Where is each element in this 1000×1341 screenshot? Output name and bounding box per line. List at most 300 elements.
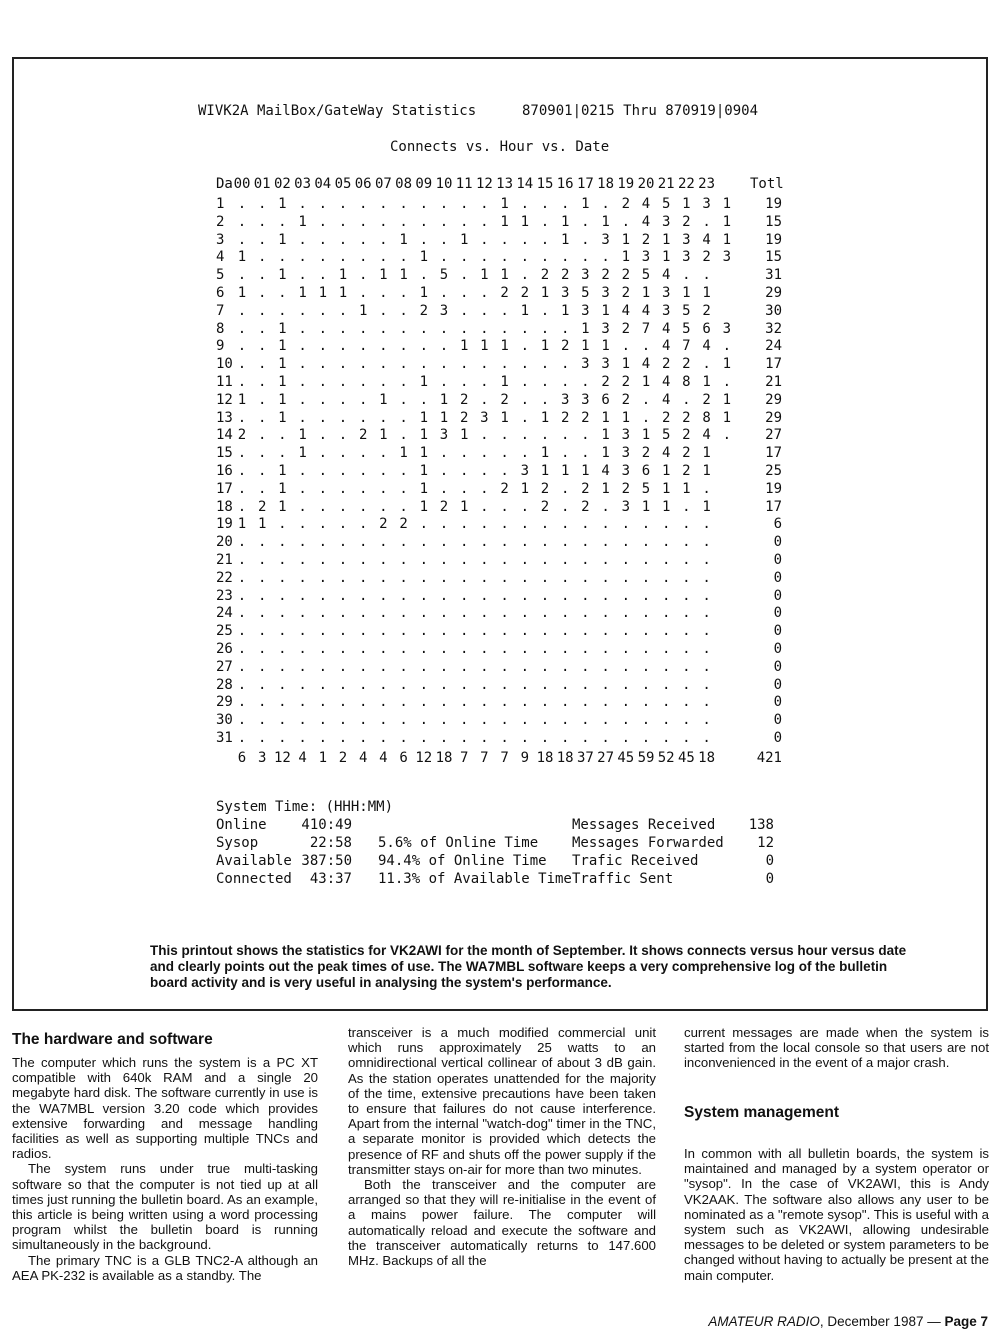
hour-cell: 2: [581, 480, 590, 497]
hour-cell: 2: [621, 374, 631, 390]
hour-cell: .: [520, 658, 530, 675]
hour-cell: .: [278, 534, 287, 551]
hour-cell: .: [318, 445, 328, 462]
hour-cell: .: [237, 641, 247, 657]
hour-cell: .: [500, 249, 509, 266]
hour-cell: .: [682, 712, 691, 729]
hour-cell: .: [237, 552, 247, 568]
hour-cell: 2: [682, 213, 691, 230]
hour-cell: .: [601, 552, 610, 568]
hour-cell: .: [480, 285, 489, 301]
hour-cell: .: [278, 694, 287, 711]
hour-cell: .: [621, 676, 631, 693]
hour-cell: .: [379, 623, 388, 640]
hour-cell: .: [702, 730, 711, 746]
hour-cell: .: [560, 587, 570, 604]
hour-cell: .: [379, 534, 388, 551]
hour-cell: .: [702, 623, 711, 640]
hour-cell: 5: [439, 267, 449, 284]
column-total: 37: [576, 749, 594, 766]
hour-cell: .: [278, 641, 287, 657]
hour-cell: 1: [278, 320, 287, 337]
hour-cell: .: [661, 730, 671, 746]
hour-cell: .: [439, 730, 449, 746]
hour-cell: .: [318, 302, 328, 319]
paragraph: transceiver is a much modified commercial unit which runs approximately 25 watts to an omnidirectional vertical collinear of about 3 dB gain. As the station operates unattended for the majority of the time, extensive precautions have been taken to ensure that failures do not cause interference. Apart from the internal "watch-dog" timer in the TNC, a separate monitor is provided which detects the presence of RF and shuts off the power supply if the transmitter stays on-air for more than two minutes.: [348, 1025, 656, 1177]
hour-cell: 2: [399, 516, 408, 533]
hour-cell: .: [480, 231, 489, 248]
hour-cell: 3: [439, 427, 449, 444]
hour-cell: .: [338, 623, 348, 640]
hour-cell: .: [358, 391, 368, 408]
hour-cell: .: [439, 694, 449, 711]
header-cell-hour: 04: [314, 176, 332, 192]
hour-cell: 1: [358, 302, 368, 319]
hour-cell: .: [237, 356, 247, 373]
hour-cell: .: [439, 285, 449, 301]
row-day-label: 19: [216, 516, 233, 533]
hour-cell: .: [338, 463, 348, 479]
hour-cell: .: [399, 498, 408, 515]
hour-cell: .: [480, 676, 489, 693]
hour-cell: .: [278, 552, 287, 568]
hour-cell: .: [237, 480, 247, 497]
hour-cell: .: [278, 516, 287, 533]
hour-cell: .: [500, 445, 509, 462]
hour-cell: .: [439, 676, 449, 693]
paragraph: The computer which runs the system is a PC XT compatible with 640k RAM and a single 20 megabyte hard disk. The software currently in use is the WA7MBL version 3.20 code which provides extensive forwarding and message handling facilities as well as supporting multiple TNCs and radios.: [12, 1055, 318, 1162]
hour-cell: .: [278, 587, 287, 604]
hour-cell: .: [560, 605, 570, 622]
hour-cell: .: [419, 391, 429, 408]
hour-cell: 1: [237, 391, 247, 408]
hour-cell: .: [399, 320, 408, 337]
hour-cell: .: [661, 623, 671, 640]
header-cell-hour: 11: [455, 176, 473, 192]
hour-cell: .: [540, 213, 550, 230]
hour-cell: .: [500, 516, 509, 533]
hour-cell: .: [459, 480, 469, 497]
hour-cell: 3: [621, 463, 631, 479]
hour-cell: .: [257, 730, 267, 746]
hour-cell: .: [540, 641, 550, 657]
hour-cell: .: [682, 534, 691, 551]
hour-cell: 3: [601, 356, 610, 373]
hour-cell: 1: [419, 480, 429, 497]
hour-cell: .: [399, 623, 408, 640]
hour-cell: .: [439, 196, 449, 212]
hour-cell: .: [480, 516, 489, 533]
hour-cell: .: [641, 534, 651, 551]
hour-cell: .: [439, 641, 449, 657]
hour-cell: 2: [682, 463, 691, 479]
hour-cell: .: [480, 374, 489, 390]
hour-cell: 3: [601, 285, 610, 301]
hour-cell: .: [480, 302, 489, 319]
hour-cell: .: [661, 516, 671, 533]
hour-cell: .: [500, 552, 509, 568]
hour-cell: .: [379, 463, 388, 479]
row-total: 0: [773, 658, 782, 675]
hour-cell: .: [459, 587, 469, 604]
hour-cell: 4: [661, 320, 671, 337]
header-cell-hour: 09: [415, 176, 433, 192]
hour-cell: .: [338, 409, 348, 426]
hour-cell: .: [257, 534, 267, 551]
hour-cell: .: [237, 213, 247, 230]
hour-cell: .: [439, 320, 449, 337]
hour-cell: .: [702, 605, 711, 622]
hour-cell: .: [399, 569, 408, 586]
hour-cell: .: [702, 641, 711, 657]
row-day-label: 2: [216, 213, 225, 230]
hour-cell: 1: [298, 427, 307, 444]
hour-cell: .: [399, 605, 408, 622]
hour-cell: .: [702, 534, 711, 551]
hour-cell: .: [661, 605, 671, 622]
hour-cell: .: [459, 676, 469, 693]
hour-cell: 2: [621, 320, 631, 337]
hour-cell: .: [358, 552, 368, 568]
hour-cell: .: [641, 623, 651, 640]
hour-cell: .: [358, 374, 368, 390]
hour-cell: .: [338, 676, 348, 693]
row-day-label: 15: [216, 445, 233, 462]
hour-cell: .: [661, 569, 671, 586]
hour-cell: .: [298, 676, 307, 693]
hour-cell: .: [399, 658, 408, 675]
hour-cell: .: [318, 623, 328, 640]
hour-cell: .: [459, 374, 469, 390]
hour-cell: .: [500, 587, 509, 604]
hour-cell: .: [641, 676, 651, 693]
hour-cell: .: [500, 676, 509, 693]
hour-cell: .: [318, 694, 328, 711]
row-day-label: 18: [216, 498, 233, 515]
hour-cell: .: [702, 552, 711, 568]
hour-cell: .: [257, 445, 267, 462]
hour-cell: .: [237, 694, 247, 711]
hour-cell: .: [560, 694, 570, 711]
message-stat-value: 0: [765, 853, 774, 869]
hour-cell: 4: [621, 302, 631, 319]
hour-cell: 3: [682, 249, 691, 266]
hour-cell: 5: [661, 427, 671, 444]
systime-name: Sysop: [216, 835, 259, 851]
hour-cell: .: [621, 587, 631, 604]
hour-cell: .: [560, 676, 570, 693]
hour-cell: .: [480, 498, 489, 515]
hour-cell: 1: [500, 409, 509, 426]
hour-cell: .: [338, 391, 348, 408]
hour-cell: .: [358, 285, 368, 301]
hour-cell: .: [480, 534, 489, 551]
hour-cell: .: [278, 623, 287, 640]
hour-cell: 1: [682, 196, 691, 212]
hour-cell: .: [278, 213, 287, 230]
hour-cell: 1: [641, 285, 651, 301]
column-total: 4: [358, 749, 368, 766]
hour-cell: .: [419, 694, 429, 711]
hour-cell: 3: [682, 231, 691, 248]
hour-cell: 2: [540, 480, 550, 497]
hour-cell: .: [682, 623, 691, 640]
hour-cell: .: [601, 730, 610, 746]
hour-cell: 1: [641, 498, 651, 515]
hour-cell-extra: .: [722, 338, 732, 355]
hour-cell: 1: [338, 285, 348, 301]
hour-cell: 2: [540, 498, 550, 515]
hour-cell: .: [318, 552, 328, 568]
hour-cell: .: [379, 356, 388, 373]
hour-cell: .: [560, 534, 570, 551]
hour-cell: .: [399, 356, 408, 373]
hour-cell: .: [581, 730, 590, 746]
hour-cell: .: [459, 320, 469, 337]
hour-cell: .: [298, 409, 307, 426]
hour-cell: .: [520, 445, 530, 462]
hour-cell: 8: [682, 374, 691, 390]
hour-cell: .: [641, 338, 651, 355]
hour-cell: .: [439, 605, 449, 622]
hour-cell: .: [560, 196, 570, 212]
hour-cell-extra: 3: [722, 249, 732, 266]
column-total: 45: [677, 749, 695, 766]
column-total: 18: [536, 749, 554, 766]
hour-cell: .: [379, 587, 388, 604]
hour-cell: 1: [237, 285, 247, 301]
row-day-label: 20: [216, 534, 233, 551]
hour-cell: .: [540, 623, 550, 640]
hour-cell: .: [278, 427, 287, 444]
hour-cell: .: [581, 534, 590, 551]
hour-cell: .: [399, 694, 408, 711]
hour-cell: .: [621, 694, 631, 711]
hour-cell: .: [399, 196, 408, 212]
hour-cell: .: [399, 552, 408, 568]
hour-cell: 2: [682, 427, 691, 444]
hour-cell: .: [520, 374, 530, 390]
hour-cell: .: [702, 267, 711, 284]
hour-cell: .: [358, 694, 368, 711]
hour-cell: .: [641, 409, 651, 426]
hour-cell: 1: [399, 445, 408, 462]
hour-cell: .: [500, 730, 509, 746]
hour-cell: .: [318, 249, 328, 266]
hour-cell: 1: [540, 445, 550, 462]
hour-cell: 1: [560, 302, 570, 319]
row-day-label: 28: [216, 676, 233, 693]
hour-cell: .: [237, 409, 247, 426]
hour-cell: .: [702, 658, 711, 675]
hour-cell: .: [560, 552, 570, 568]
hour-cell: .: [338, 552, 348, 568]
hour-cell: .: [399, 480, 408, 497]
hour-cell: .: [358, 196, 368, 212]
hour-cell: 3: [581, 391, 590, 408]
hour-cell-extra: 1: [722, 356, 732, 373]
header-cell-hour: 01: [253, 176, 271, 192]
hour-cell: 2: [459, 409, 469, 426]
hour-cell: .: [338, 641, 348, 657]
hour-cell: .: [379, 231, 388, 248]
footer-date: , December 1987 —: [819, 1314, 945, 1329]
hour-cell: .: [480, 480, 489, 497]
hour-cell: 1: [540, 463, 550, 479]
hour-cell: .: [641, 712, 651, 729]
hour-cell: .: [480, 569, 489, 586]
hour-cell: 2: [621, 391, 631, 408]
header-cell-hour: 08: [395, 176, 413, 192]
hour-cell: .: [560, 356, 570, 373]
hour-cell: .: [237, 587, 247, 604]
hour-cell: 1: [621, 356, 631, 373]
hour-cell: 1: [237, 249, 247, 266]
hour-cell: 1: [459, 427, 469, 444]
row-total: 17: [765, 445, 782, 462]
hour-cell: 1: [459, 231, 469, 248]
hour-cell: .: [358, 267, 368, 284]
hour-cell: .: [379, 641, 388, 657]
hour-cell: .: [682, 516, 691, 533]
hour-cell: 1: [702, 445, 711, 462]
hour-cell: 3: [702, 196, 711, 212]
hour-cell: .: [601, 605, 610, 622]
hour-cell: 1: [419, 463, 429, 479]
hour-cell: 1: [399, 231, 408, 248]
hour-cell: .: [560, 569, 570, 586]
hour-cell: 1: [560, 463, 570, 479]
hour-cell: .: [257, 694, 267, 711]
header-cell-hour: 06: [354, 176, 372, 192]
hour-cell: 2: [500, 285, 509, 301]
hour-cell: .: [459, 213, 469, 230]
hour-cell: .: [439, 569, 449, 586]
hour-cell: 3: [661, 213, 671, 230]
hour-cell: .: [338, 587, 348, 604]
hour-cell: 1: [661, 463, 671, 479]
hour-cell: .: [480, 427, 489, 444]
hour-cell: .: [601, 498, 610, 515]
hour-cell: 2: [661, 356, 671, 373]
hour-cell: .: [459, 730, 469, 746]
hour-cell: .: [520, 623, 530, 640]
hour-cell: 3: [581, 302, 590, 319]
hour-cell: .: [540, 569, 550, 586]
hour-cell: .: [621, 730, 631, 746]
hour-cell: .: [257, 587, 267, 604]
article-column-3b: [684, 1146, 989, 1283]
column-total: 18: [698, 749, 716, 766]
hour-cell: .: [399, 587, 408, 604]
hour-cell: .: [540, 712, 550, 729]
row-day-label: 8: [216, 320, 225, 337]
hour-cell: .: [379, 605, 388, 622]
hour-cell: .: [358, 587, 368, 604]
hour-cell: .: [338, 356, 348, 373]
hour-cell: .: [419, 338, 429, 355]
hour-cell: .: [682, 587, 691, 604]
hour-cell: 4: [641, 302, 651, 319]
row-day-label: 10: [216, 356, 233, 373]
row-day-label: 25: [216, 623, 233, 640]
hour-cell: .: [601, 694, 610, 711]
hour-cell: 2: [257, 498, 267, 515]
hour-cell: .: [439, 463, 449, 479]
hour-cell: .: [379, 409, 388, 426]
hour-cell: .: [581, 231, 590, 248]
hour-cell: 4: [641, 213, 651, 230]
row-total: 0: [773, 623, 782, 640]
hour-cell: .: [379, 285, 388, 301]
hour-cell: .: [237, 569, 247, 586]
hour-cell: .: [419, 676, 429, 693]
hour-cell: .: [601, 623, 610, 640]
hour-cell: .: [338, 516, 348, 533]
hour-cell: .: [520, 427, 530, 444]
hour-cell: .: [419, 196, 429, 212]
hour-cell: .: [318, 498, 328, 515]
hour-cell: 1: [278, 480, 287, 497]
hour-cell: .: [257, 463, 267, 479]
hour-cell: .: [379, 320, 388, 337]
hour-cell: .: [702, 569, 711, 586]
grand-total: 421: [756, 749, 782, 766]
hour-cell: .: [298, 463, 307, 479]
hour-cell: 2: [682, 409, 691, 426]
hour-cell: .: [257, 356, 267, 373]
hour-cell-extra: 1: [722, 391, 732, 408]
hour-cell: .: [480, 641, 489, 657]
hour-cell: 2: [702, 302, 711, 319]
header-cell-hour: 18: [597, 176, 615, 192]
hour-cell: .: [338, 658, 348, 675]
hour-cell: .: [702, 213, 711, 230]
hour-cell: .: [540, 391, 550, 408]
hour-cell: .: [257, 320, 267, 337]
hour-cell: 1: [500, 374, 509, 390]
hour-cell: .: [661, 552, 671, 568]
hour-cell: .: [237, 730, 247, 746]
hour-cell: 1: [621, 409, 631, 426]
hour-cell: .: [682, 694, 691, 711]
hour-cell: .: [500, 320, 509, 337]
hour-cell: .: [318, 480, 328, 497]
footer-page-number: Page 7: [944, 1314, 988, 1329]
hour-cell: .: [459, 694, 469, 711]
hour-cell: .: [237, 338, 247, 355]
hour-cell: .: [581, 569, 590, 586]
hour-cell: 2: [500, 480, 509, 497]
hour-cell: .: [237, 267, 247, 284]
message-stat-label: Trafic Received: [572, 853, 699, 869]
hour-cell: .: [379, 658, 388, 675]
hour-cell: 2: [621, 480, 631, 497]
hour-cell: .: [358, 676, 368, 693]
hour-cell: .: [439, 338, 449, 355]
row-day-label: 11: [216, 374, 233, 390]
hour-cell: 1: [278, 231, 287, 248]
hour-cell: .: [419, 552, 429, 568]
hour-cell: 1: [601, 480, 610, 497]
hour-cell: 3: [560, 391, 570, 408]
hour-cell: .: [439, 552, 449, 568]
row-day-label: 1: [216, 196, 225, 212]
hour-cell: .: [257, 391, 267, 408]
hour-cell: .: [621, 338, 631, 355]
hour-cell: .: [540, 587, 550, 604]
row-total: 0: [773, 605, 782, 622]
